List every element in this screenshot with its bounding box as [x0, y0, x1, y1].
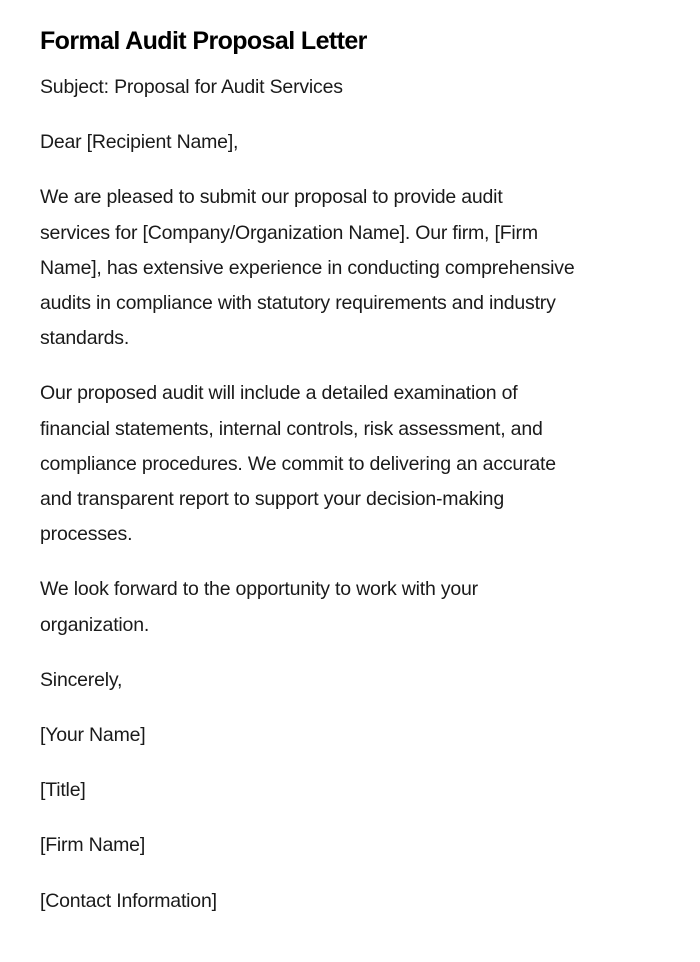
paragraph-line: services for [Company/Organization Name]. Our firm, [Firm [40, 221, 538, 244]
body-paragraph-closing [40, 572, 680, 642]
paragraph-line: We are pleased to submit our proposal to provide audit [40, 186, 503, 209]
paragraph-line: Name], has extensive experience in conducting comprehensive [40, 256, 575, 279]
signature-title: [Title] [40, 779, 86, 802]
paragraph-line: Our proposed audit will include a detailed examination of [40, 382, 518, 405]
paragraph-line: processes. [40, 523, 133, 546]
closing: Sincerely, [40, 668, 123, 691]
signature-name: [Your Name] [40, 724, 146, 747]
body-paragraph-scope [40, 376, 680, 552]
paragraph-line: compliance procedures. We commit to delivering an accurate [40, 452, 556, 475]
body-paragraph-intro [40, 180, 680, 356]
paragraph-line: financial statements, internal controls, risk assessment, and [40, 417, 543, 440]
subject-line: Subject: Proposal for Audit Services [40, 76, 343, 98]
letter-document [40, 22, 680, 939]
salutation: Dear [Recipient Name], [40, 131, 239, 154]
paragraph-line: audits in compliance with statutory requirements and industry [40, 292, 556, 315]
document-title: Formal Audit Proposal Letter [40, 27, 367, 55]
paragraph-line: and transparent report to support your decision-making [40, 488, 504, 511]
paragraph-line: We look forward to the opportunity to work with your [40, 578, 478, 601]
paragraph-line: standards. [40, 327, 130, 350]
signature-firm: [Firm Name] [40, 834, 146, 857]
paragraph-line: organization. [40, 613, 150, 636]
signature-contact: [Contact Information] [40, 889, 217, 912]
